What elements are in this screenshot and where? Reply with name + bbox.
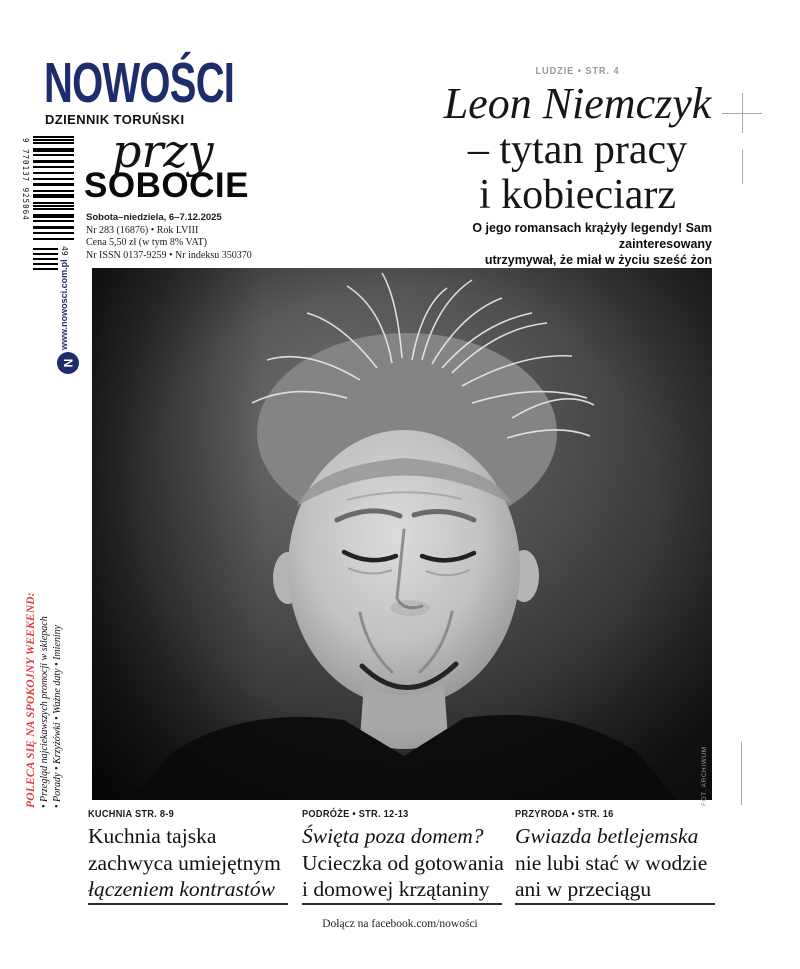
teaser-line: Kuchnia tajska [88,824,217,848]
newspaper-tagline: DZIENNIK TORUŃSKI [45,112,185,127]
weekend-promo [24,592,64,808]
weekend-promo-line1: • Przegląd najciekawszych promocji w sklepach [39,616,50,808]
barcode-icon [33,136,74,242]
website-url: www.nowosci.com.pl [59,259,69,350]
teaser-line: nie lubi stać w wodzie [515,850,708,875]
lead-deck-line1: O jego romansach krążyły legendy! Sam zainteresowany [472,221,712,251]
teaser-przyroda [515,808,715,903]
n-logo-letter: N [60,358,75,368]
crop-mark-icon [742,150,743,184]
supplement-script-word: przy [112,124,214,178]
issue-number: Nr 283 (16876) • Rok LVIII [86,224,199,236]
teaser-line: Ucieczka od gotowania [302,850,504,875]
portrait-illustration [92,268,712,800]
teaser-podroze [302,808,502,903]
supplement-name: SOBOCIE [84,166,249,205]
lead-kicker: LUDZIE • STR. 4 [535,66,620,77]
issue-date: Sobota–niedziela, 6–7.12.2025 [86,212,222,223]
teaser-rule [515,903,715,905]
lead-headline-line2: – tytan pracy [467,127,688,173]
barcode-addon-number: 49 [60,246,69,256]
newspaper-logo: NOWOŚCI [44,51,235,115]
issue-price: Cena 5,50 zł (w tym 8% VAT) [86,237,208,248]
issue-info-block [86,212,252,262]
weekend-promo-title: POLECA SIĘ NA SPOKOJNY WEEKEND: [25,592,37,808]
teaser-kicker: KUCHNIA STR. 8-9 [88,808,175,820]
lead-headline-line1: Leon Niemczyk [443,79,712,128]
lead-deck [420,220,712,268]
photo-credit: FOT. ARCHIWUM [701,746,708,806]
weekend-promo-line2: • Porady • Krzyżówki • Ważne daty • Imieniny [52,624,63,808]
teaser-kicker: PRZYRODA • STR. 16 [515,808,614,820]
teaser-line: i domowej krzątaniny [302,877,490,901]
barcode-number: 9 770137 925064 [21,138,30,221]
teaser-kicker: PODRÓŻE • STR. 12-13 [302,808,409,820]
lead-deck-line2: utrzymywał, że miał w życiu sześć żon [484,253,712,267]
teaser-rule [302,903,502,905]
teaser-line: zachwyca umiejętnym [88,850,281,875]
facebook-line: Dołącz na facebook.com/nowości [322,918,478,930]
n-logo-icon [57,352,79,374]
issue-issn: Nr ISSN 0137-9259 • Nr indeksu 350370 [86,249,252,261]
lead-headline [415,80,740,218]
teaser-line: ani w przeciągu [515,877,652,901]
lead-photo [92,268,712,800]
teaser-line: Gwiazda betlejemska [515,824,699,848]
teaser-line: Święta poza domem? [302,824,484,848]
barcode-addon-icon [33,248,58,270]
teaser-kuchnia [88,808,288,903]
lead-headline-line3: i kobieciarz [478,172,677,218]
crop-mark-icon [741,742,742,805]
teaser-line: łączeniem kontrastów [88,877,275,901]
crop-mark-icon [742,93,743,133]
teaser-rule [88,903,288,905]
